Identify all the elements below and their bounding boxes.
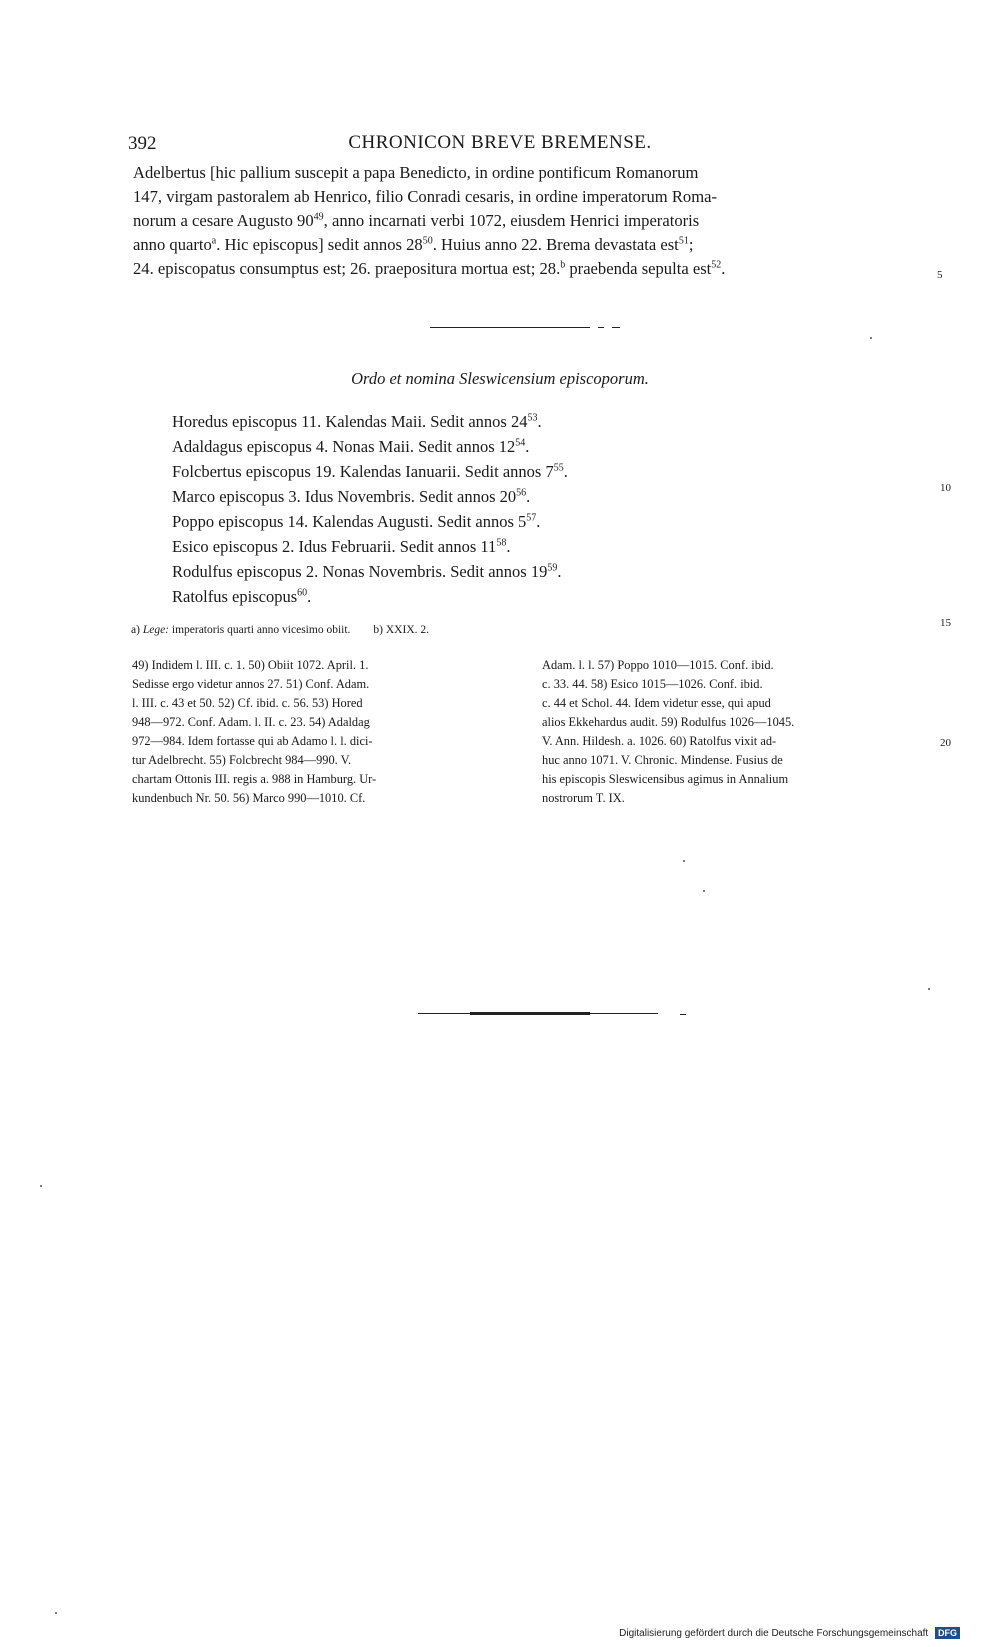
footnote-line: kundenbuch Nr. 50. 56) Marco 990—1010. Cf.: [132, 791, 366, 805]
main-line: 147, virgam pastoralem ab Henrico, filio Conradi cesaris, in ordine imperatorum Roma-: [133, 187, 718, 206]
bishop-entry: Rodulfus episcopus 2. Nonas Novembris. Sedit annos $19^{59}$.: [172, 562, 562, 581]
scan-speck: [870, 337, 872, 339]
note-label: b): [373, 624, 383, 636]
footnote-line: Adam. l. l. 57) Poppo 1010—1015. Conf. ibid.: [542, 658, 774, 672]
bishop-entry: Marco episcopus 3. Idus Novembris. Sedit annos $20^{56}$.: [172, 487, 531, 506]
footnotes-left-column: [132, 656, 528, 808]
footnote-line: 948—972. Conf. Adam. l. II. c. 23. 54) Adaldag: [132, 715, 370, 729]
section-heading: Ordo et nomina Sleswicensium episcoporum.: [351, 369, 649, 388]
section-divider-dash: [612, 327, 620, 328]
footnote-ref: 57: [526, 512, 537, 524]
line-number: 5: [937, 269, 943, 281]
footnote-line: c. 44 et Schol. 44. Idem videtur esse, qui apud: [542, 696, 771, 710]
scan-speck: [703, 890, 705, 892]
footnote-line: nostrorum T. IX.: [542, 791, 625, 805]
note-label: a): [131, 624, 140, 636]
footnote-ref: 54: [515, 437, 526, 449]
dfg-logo: DFG: [935, 1627, 960, 1639]
running-title: CHRONICON BREVE BREMENSE.: [348, 132, 652, 153]
footnote-line: huc anno 1071. V. Chronic. Mindense. Fusius de: [542, 753, 783, 767]
note-text: XXIX. 2.: [385, 624, 429, 636]
footnote-line: alios Ekkehardus audit. 59) Rodulfus 1026—1045.: [542, 715, 795, 729]
footnote-ref: 56: [516, 487, 527, 499]
note-ref: b: [560, 259, 566, 271]
footnote-line: V. Ann. Hildesh. a. 1026. 60) Ratolfus vixit ad-: [542, 734, 777, 748]
note-text: imperatoris quarti anno vicesimo obiit.: [171, 624, 351, 636]
main-line: Adelbertus [hic pallium suscepit a papa Benedicto, in ordine pontificum Romanorum: [133, 163, 699, 182]
bishop-entry: Horedus episcopus 11. Kalendas Maii. Sedit annos $24^{53}$.: [172, 412, 542, 431]
section-divider-dash: [598, 327, 604, 328]
footnote-ref: 53: [527, 412, 538, 424]
main-paragraph: [133, 161, 923, 281]
main-line: anno quarto$^a$. Hic episcopus] sedit annos $28^{50}$. Huius anno 22. Brema devastata est$^{51}$;: [133, 235, 694, 254]
footnote-ref: 49: [313, 211, 324, 223]
funding-note: [619, 1627, 960, 1639]
funding-text: Digitalisierung gefördert durch die Deutsche Forschungsgemeinschaft: [619, 1628, 929, 1639]
footnote-line: his episcopis Sleswicensibus agimus in Annalium: [542, 772, 789, 786]
footnote-line: tur Adelbrecht. 55) Folcbrecht 984—990. V.: [132, 753, 352, 767]
bishop-entry: Ratolfus episcopus$^{60}$.: [172, 587, 312, 606]
footnote-line: l. III. c. 43 et 50. 52) Cf. ibid. c. 56. 53) Hored: [132, 696, 363, 710]
footnote-ref: 50: [422, 235, 433, 247]
footnote-line: Sedisse ergo videtur annos 27. 51) Conf. Adam.: [132, 677, 370, 691]
bishop-entry: Poppo episcopus 14. Kalendas Augusti. Sedit annos $5^{57}$.: [172, 512, 541, 531]
footnote-ref: 60: [297, 587, 308, 599]
footnote-line: 972—984. Idem fortasse qui ab Adamo l. l. dici-: [132, 734, 373, 748]
footnotes-right-column: [542, 656, 934, 808]
scan-speck: [928, 988, 930, 990]
footnote-ref: 55: [553, 462, 564, 474]
footnote-line: 49) Indidem l. III. c. 1. 50) Obiit 1072. April. 1.: [132, 658, 369, 672]
footnote-line: c. 33. 44. 58) Esico 1015—1026. Conf. ibid.: [542, 677, 763, 691]
footnote-ref: 52: [711, 259, 722, 271]
section-divider: [430, 327, 590, 328]
footnote-line: chartam Ottonis III. regis a. 988 in Hamburg. Ur-: [132, 772, 377, 786]
scan-speck: [683, 860, 685, 862]
note-lege: Lege:: [142, 624, 169, 636]
end-rule-dash: [680, 1014, 686, 1015]
bishop-entry: Folcbertus episcopus 19. Kalendas Ianuarii. Sedit annos $7^{55}$.: [172, 462, 568, 481]
bishop-entry: Adaldagus episcopus 4. Nonas Maii. Sedit annos $12^{54}$.: [172, 437, 530, 456]
main-line: 24. episcopatus consumptus est; 26. praepositura mortua est; 28.$^b$ praebenda sepulta est$^{52}$.: [133, 259, 726, 278]
footnote-ref: 58: [496, 537, 507, 549]
line-number: 15: [940, 617, 951, 629]
footnote-ref: 51: [678, 235, 689, 247]
critical-notes: [131, 624, 429, 636]
note-ref: a: [211, 235, 217, 247]
main-line: norum a cesare Augusto $90^{49}$, anno incarnati verbi 1072, eiusdem Henrici imperatoris: [133, 211, 700, 230]
end-rule-thick: [470, 1012, 590, 1015]
page-number: 392: [128, 133, 157, 154]
footnote-ref: 59: [547, 562, 558, 574]
bishop-entry: Esico episcopus 2. Idus Februarii. Sedit annos $11^{58}$.: [172, 537, 511, 556]
line-number: 10: [940, 482, 951, 494]
scan-speck: [55, 1612, 57, 1614]
line-number: 20: [940, 737, 951, 749]
scan-speck: [40, 1185, 42, 1187]
